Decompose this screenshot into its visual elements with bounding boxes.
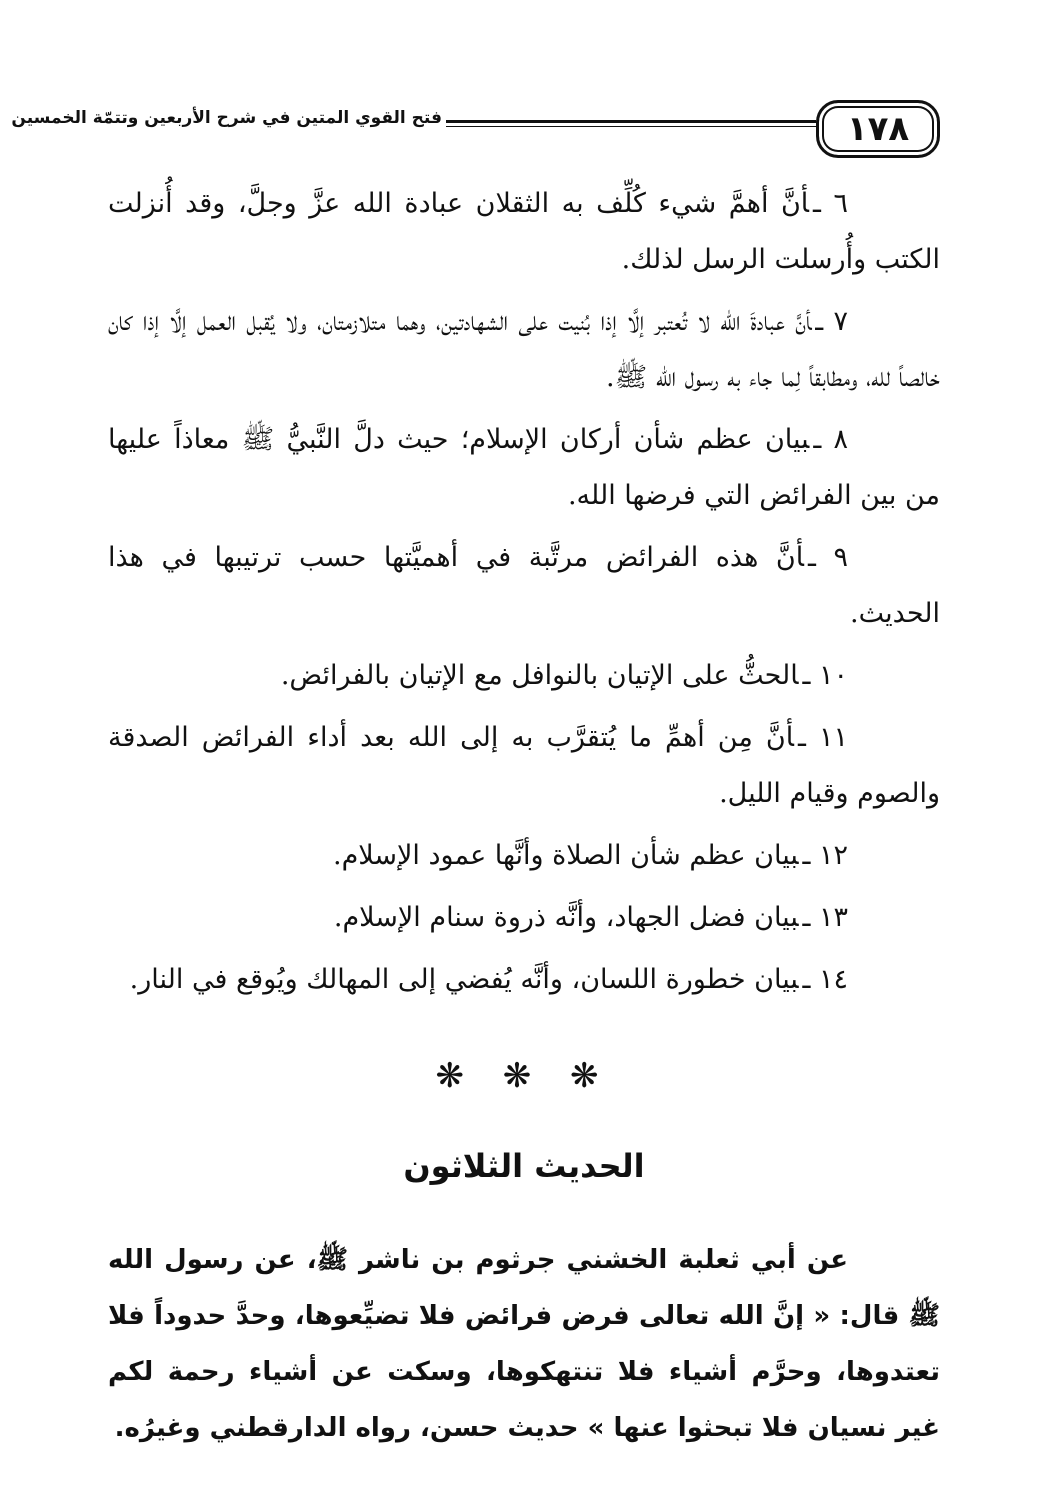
item-number: ٧ ـ xyxy=(815,306,848,337)
list-item xyxy=(108,530,940,642)
page-body xyxy=(108,176,940,1482)
item-number: ١٤ ـ xyxy=(802,964,848,995)
list-item xyxy=(108,294,940,406)
item-number: ١٠ ـ xyxy=(802,660,848,691)
book-title: فتح القوي المتين في شرح الأربعين وتتمّة الخمسين xyxy=(11,108,442,128)
item-text: بيان خطورة اللسان، وأنَّه يُفضي إلى المهالك ويُوقع في النار. xyxy=(129,964,799,995)
running-header xyxy=(11,92,940,168)
benefits-list xyxy=(108,176,940,1008)
header-rule xyxy=(446,120,816,127)
list-item xyxy=(108,710,940,822)
item-text: أنَّ مِن أهمِّ ما يُتقرَّب به إلى الله بعد أداء الفرائض الصدقة والصوم وقيام الليل. xyxy=(108,722,940,809)
item-text: بيان فضل الجهاد، وأنَّه ذروة سنام الإسلام. xyxy=(333,902,799,933)
item-number: ٨ ـ xyxy=(813,424,848,455)
page-number: ١٧٨ xyxy=(816,100,940,158)
item-number: ١٣ ـ xyxy=(802,902,848,933)
item-text: بيان عظم شأن الصلاة وأنَّها عمود الإسلام. xyxy=(332,840,799,871)
item-number: ٩ ـ xyxy=(807,542,848,573)
item-text: الحثُّ على الإتيان بالنوافل مع الإتيان بالفرائض. xyxy=(280,660,799,691)
item-text: أنَّ عبادةَ الله لا تُعتبر إلَّا إذا بُنيت على الشهادتين، وهما متلازمتان، ولا يُقبل العمل إلَّا إذا كان خالصاً لله، ومطابقاً لِما جاء به رسول الله ﷺ. xyxy=(108,306,940,393)
item-number: ٦ ـ xyxy=(813,188,848,219)
item-number: ١١ ـ xyxy=(797,722,849,753)
hadith-title: الحديث الثلاثون xyxy=(403,1147,645,1185)
item-number: ١٢ ـ xyxy=(802,840,848,871)
list-item xyxy=(108,828,940,884)
item-text: بيان عظم شأن أركان الإسلام؛ حيث دلَّ النَّبيُّ ﷺ معاذاً عليها من بين الفرائض التي فرضها الله. xyxy=(108,424,940,511)
hadith-text: عن أبي ثعلبة الخشني جرثوم بن ناشر ﷺ، عن رسول الله ﷺ قال: « إنَّ الله تعالى فرض فرائض فلا تضيِّعوها، وحدَّ حدوداً فلا تعتدوها، وحرَّم أشياء فلا تنتهكوها، وسكت عن أشياء رحمة لكم غير نسيان فلا تبحثوا عنها » حديث حسن، رواه الدارقطني وغيرُه. xyxy=(108,1245,940,1443)
list-item xyxy=(108,890,940,946)
list-item xyxy=(108,412,940,524)
list-item xyxy=(108,952,940,1008)
item-text: أنَّ أهمَّ شيء كُلِّف به الثقلان عبادة الله عزَّ وجلَّ، وقد أُنزلت الكتب وأُرسلت الرسل لذلك. xyxy=(108,188,940,275)
list-item xyxy=(108,648,940,704)
list-item xyxy=(108,176,940,288)
item-text: أنَّ هذه الفرائض مرتَّبة في أهميَّتها حسب ترتيبها في هذا الحديث. xyxy=(108,542,940,629)
section-separator: ❋ ❋ ❋ xyxy=(435,1056,613,1096)
